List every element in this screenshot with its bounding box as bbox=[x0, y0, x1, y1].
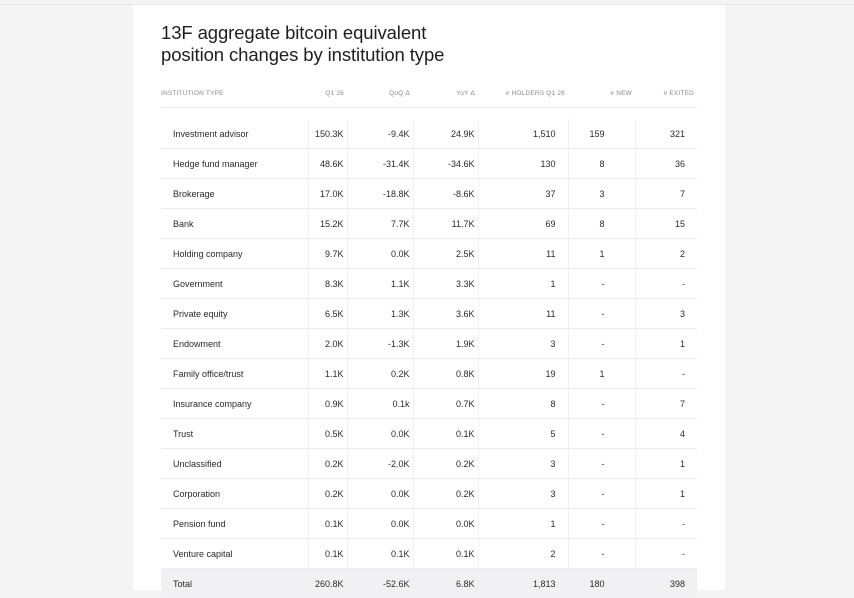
header-holders: # HOLDERS Q1 26 bbox=[478, 79, 568, 108]
cell-institution-type: Hedge fund manager bbox=[161, 149, 308, 179]
cell-qoq: 1.1K bbox=[347, 269, 413, 299]
cell-holders: 130 bbox=[478, 149, 568, 179]
cell-qoq: -52.6K bbox=[347, 569, 413, 598]
cell-holders: 37 bbox=[478, 179, 568, 209]
table-row bbox=[161, 149, 697, 179]
cell-institution-type: Corporation bbox=[161, 479, 308, 509]
header-new: # NEW bbox=[568, 79, 635, 108]
cell-institution-type: Holding company bbox=[161, 239, 308, 269]
cell-holders: 5 bbox=[478, 419, 568, 449]
cell-exited: 321 bbox=[635, 119, 697, 149]
cell-qoq: 0.0K bbox=[347, 419, 413, 449]
cell-qoq: 0.0K bbox=[347, 479, 413, 509]
cell-q1-26: 0.5K bbox=[308, 419, 347, 449]
cell-holders: 1,510 bbox=[478, 119, 568, 149]
cell-yoy: -8.6K bbox=[413, 179, 478, 209]
title-line-2: position changes by institution type bbox=[161, 44, 581, 66]
header-q1-26: Q1 26 bbox=[308, 79, 347, 108]
cell-qoq: -1.3K bbox=[347, 329, 413, 359]
cell-new: - bbox=[568, 269, 635, 299]
cell-institution-type: Brokerage bbox=[161, 179, 308, 209]
header-exited: # EXITED bbox=[635, 79, 697, 108]
institution-table bbox=[161, 79, 697, 598]
cell-q1-26: 0.1K bbox=[308, 539, 347, 569]
cell-q1-26: 2.0K bbox=[308, 329, 347, 359]
cell-q1-26: 260.8K bbox=[308, 569, 347, 598]
table-row bbox=[161, 419, 697, 449]
header-yoy: YoY Δ bbox=[413, 79, 478, 108]
table-header-row bbox=[161, 79, 697, 108]
page-title bbox=[161, 22, 581, 66]
table-row bbox=[161, 209, 697, 239]
cell-new: 8 bbox=[568, 149, 635, 179]
cell-holders: 1,813 bbox=[478, 569, 568, 598]
cell-institution-type: Unclassified bbox=[161, 449, 308, 479]
cell-new: - bbox=[568, 509, 635, 539]
cell-yoy: 0.2K bbox=[413, 479, 478, 509]
cell-new: - bbox=[568, 389, 635, 419]
cell-holders: 8 bbox=[478, 389, 568, 419]
cell-qoq: 0.1k bbox=[347, 389, 413, 419]
table-row bbox=[161, 389, 697, 419]
cell-holders: 11 bbox=[478, 239, 568, 269]
cell-qoq: 1.3K bbox=[347, 299, 413, 329]
cell-holders: 11 bbox=[478, 299, 568, 329]
cell-yoy: -34.6K bbox=[413, 149, 478, 179]
cell-exited: - bbox=[635, 359, 697, 389]
cell-yoy: 3.3K bbox=[413, 269, 478, 299]
table-row bbox=[161, 479, 697, 509]
cell-exited: 1 bbox=[635, 479, 697, 509]
cell-exited: 2 bbox=[635, 239, 697, 269]
cell-exited: 7 bbox=[635, 179, 697, 209]
cell-yoy: 0.2K bbox=[413, 449, 478, 479]
cell-yoy: 0.1K bbox=[413, 419, 478, 449]
cell-exited: - bbox=[635, 509, 697, 539]
cell-institution-type: Bank bbox=[161, 209, 308, 239]
cell-holders: 1 bbox=[478, 509, 568, 539]
cell-exited: 398 bbox=[635, 569, 697, 598]
cell-yoy: 11.7K bbox=[413, 209, 478, 239]
cell-yoy: 1.9K bbox=[413, 329, 478, 359]
total-row bbox=[161, 569, 697, 598]
cell-qoq: -18.8K bbox=[347, 179, 413, 209]
cell-exited: 1 bbox=[635, 449, 697, 479]
cell-yoy: 0.7K bbox=[413, 389, 478, 419]
cell-new: - bbox=[568, 329, 635, 359]
cell-q1-26: 0.2K bbox=[308, 449, 347, 479]
table-row bbox=[161, 119, 697, 149]
cell-q1-26: 8.3K bbox=[308, 269, 347, 299]
cell-institution-type: Government bbox=[161, 269, 308, 299]
cell-exited: - bbox=[635, 539, 697, 569]
cell-new: - bbox=[568, 539, 635, 569]
cell-holders: 1 bbox=[478, 269, 568, 299]
table-row bbox=[161, 299, 697, 329]
cell-institution-type: Venture capital bbox=[161, 539, 308, 569]
cell-q1-26: 0.9K bbox=[308, 389, 347, 419]
cell-institution-type: Endowment bbox=[161, 329, 308, 359]
cell-q1-26: 15.2K bbox=[308, 209, 347, 239]
cell-new: - bbox=[568, 299, 635, 329]
cell-exited: - bbox=[635, 269, 697, 299]
cell-exited: 4 bbox=[635, 419, 697, 449]
table-row bbox=[161, 329, 697, 359]
cell-new: 180 bbox=[568, 569, 635, 598]
cell-qoq: 0.0K bbox=[347, 509, 413, 539]
table-row bbox=[161, 539, 697, 569]
cell-institution-type: Private equity bbox=[161, 299, 308, 329]
cell-institution-type: Insurance company bbox=[161, 389, 308, 419]
cell-exited: 1 bbox=[635, 329, 697, 359]
cell-q1-26: 6.5K bbox=[308, 299, 347, 329]
cell-new: 8 bbox=[568, 209, 635, 239]
cell-q1-26: 1.1K bbox=[308, 359, 347, 389]
cell-qoq: 0.2K bbox=[347, 359, 413, 389]
cell-yoy: 3.6K bbox=[413, 299, 478, 329]
cell-new: - bbox=[568, 449, 635, 479]
cell-exited: 15 bbox=[635, 209, 697, 239]
cell-q1-26: 0.2K bbox=[308, 479, 347, 509]
table-row bbox=[161, 359, 697, 389]
table-row bbox=[161, 179, 697, 209]
cell-q1-26: 9.7K bbox=[308, 239, 347, 269]
cell-qoq: -9.4K bbox=[347, 119, 413, 149]
cell-yoy: 24.9K bbox=[413, 119, 478, 149]
cell-qoq: 7.7K bbox=[347, 209, 413, 239]
cell-yoy: 0.1K bbox=[413, 539, 478, 569]
title-line-1: 13F aggregate bitcoin equivalent bbox=[161, 22, 581, 44]
cell-q1-26: 17.0K bbox=[308, 179, 347, 209]
cell-yoy: 6.8K bbox=[413, 569, 478, 598]
cell-exited: 36 bbox=[635, 149, 697, 179]
table-row bbox=[161, 269, 697, 299]
cell-institution-type: Trust bbox=[161, 419, 308, 449]
cell-exited: 7 bbox=[635, 389, 697, 419]
cell-holders: 2 bbox=[478, 539, 568, 569]
table-row bbox=[161, 239, 697, 269]
cell-institution-type: Family office/trust bbox=[161, 359, 308, 389]
table-row bbox=[161, 509, 697, 539]
cell-holders: 3 bbox=[478, 479, 568, 509]
cell-q1-26: 0.1K bbox=[308, 509, 347, 539]
cell-qoq: 0.0K bbox=[347, 239, 413, 269]
cell-q1-26: 48.6K bbox=[308, 149, 347, 179]
cell-yoy: 2.5K bbox=[413, 239, 478, 269]
cell-qoq: 0.1K bbox=[347, 539, 413, 569]
cell-q1-26: 150.3K bbox=[308, 119, 347, 149]
cell-new: - bbox=[568, 479, 635, 509]
report-card bbox=[133, 5, 725, 590]
header-qoq: QoQ Δ bbox=[347, 79, 413, 108]
cell-qoq: -31.4K bbox=[347, 149, 413, 179]
cell-institution-type: Pension fund bbox=[161, 509, 308, 539]
cell-institution-type: Total bbox=[161, 569, 308, 598]
cell-holders: 3 bbox=[478, 449, 568, 479]
cell-new: 1 bbox=[568, 359, 635, 389]
cell-exited: 3 bbox=[635, 299, 697, 329]
cell-institution-type: Investment advisor bbox=[161, 119, 308, 149]
cell-yoy: 0.0K bbox=[413, 509, 478, 539]
cell-holders: 19 bbox=[478, 359, 568, 389]
cell-new: 3 bbox=[568, 179, 635, 209]
cell-new: - bbox=[568, 419, 635, 449]
cell-new: 1 bbox=[568, 239, 635, 269]
cell-new: 159 bbox=[568, 119, 635, 149]
cell-qoq: -2.0K bbox=[347, 449, 413, 479]
cell-holders: 69 bbox=[478, 209, 568, 239]
table-row bbox=[161, 449, 697, 479]
header-institution-type: INSTITUTION TYPE bbox=[161, 79, 308, 108]
cell-yoy: 0.8K bbox=[413, 359, 478, 389]
cell-holders: 3 bbox=[478, 329, 568, 359]
